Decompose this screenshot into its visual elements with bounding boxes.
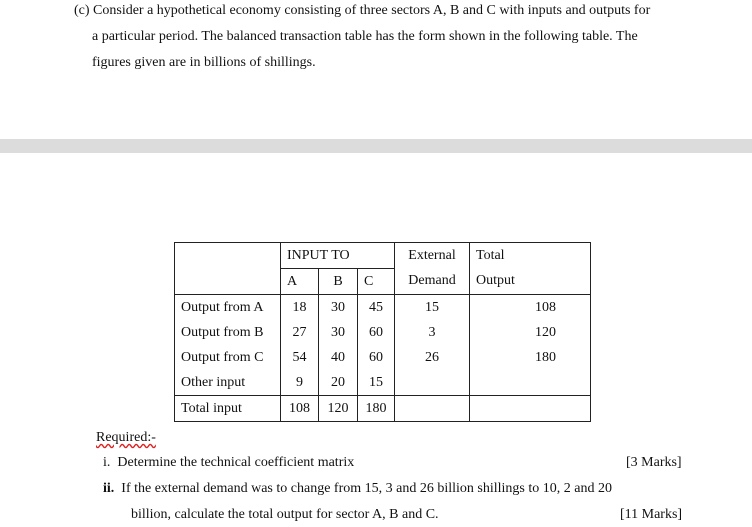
row-label: Output from B xyxy=(175,320,281,345)
cell-a: 27 xyxy=(281,320,319,345)
cell-b: 20 xyxy=(319,370,358,396)
item-1-number: i. xyxy=(103,455,111,470)
cell-c: 45 xyxy=(358,295,395,321)
required-item-1 xyxy=(103,455,354,471)
row-label: Total input xyxy=(175,396,281,422)
cell-total-output xyxy=(470,370,591,396)
cell-external-demand: 15 xyxy=(395,295,470,321)
required-heading: Required:- xyxy=(96,430,156,445)
item-2-number: ii. xyxy=(103,481,115,496)
header-col-b: B xyxy=(319,269,358,295)
table-row xyxy=(175,396,591,422)
cell-b: 120 xyxy=(319,396,358,422)
cell-total-output: 108 xyxy=(470,295,591,321)
table-corner-cell xyxy=(175,243,281,269)
cell-b: 30 xyxy=(319,320,358,345)
cell-external-demand: 3 xyxy=(395,320,470,345)
cell-a: 9 xyxy=(281,370,319,396)
required-item-2 xyxy=(103,481,612,497)
cell-external-demand xyxy=(395,396,470,422)
cell-a: 54 xyxy=(281,345,319,370)
table-corner-cell-lower xyxy=(175,269,281,295)
row-label: Other input xyxy=(175,370,281,396)
item-2-marks: [11 Marks] xyxy=(620,507,683,522)
cell-b: 40 xyxy=(319,345,358,370)
row-label: Output from C xyxy=(175,345,281,370)
cell-a: 18 xyxy=(281,295,319,321)
header-demand: Demand xyxy=(395,269,470,295)
header-input-to: INPUT TO xyxy=(281,243,395,269)
cell-total-output xyxy=(470,396,591,422)
question-line-2: a particular period. The balanced transaction table has the form shown in the following table. The xyxy=(92,29,638,44)
item-1-marks: [3 Marks] xyxy=(626,455,682,470)
cell-a: 108 xyxy=(281,396,319,422)
cell-total-output: 120 xyxy=(470,320,591,345)
item-2-text-line-2: billion, calculate the total output for sector A, B and C. xyxy=(131,507,439,522)
cell-c: 180 xyxy=(358,396,395,422)
item-2-text-line-1: If the external demand was to change from 15, 3 and 26 billion shillings to 10, 2 and 20 xyxy=(121,481,612,496)
question-line-3: figures given are in billions of shillings. xyxy=(92,55,316,70)
header-total: Total xyxy=(470,243,591,269)
cell-b: 30 xyxy=(319,295,358,321)
header-output: Output xyxy=(470,269,591,295)
cell-external-demand xyxy=(395,370,470,396)
cell-c: 15 xyxy=(358,370,395,396)
row-label: Output from A xyxy=(175,295,281,321)
table-row xyxy=(175,370,591,396)
table-row xyxy=(175,320,591,345)
table-header-row xyxy=(175,243,591,269)
question-line-1: (c) Consider a hypothetical economy consisting of three sectors A, B and C with inputs and outputs for xyxy=(74,3,651,18)
header-col-a: A xyxy=(281,269,319,295)
cell-total-output: 180 xyxy=(470,345,591,370)
transaction-table xyxy=(174,242,591,422)
table-subheader-row xyxy=(175,269,591,295)
table-row xyxy=(175,295,591,321)
item-1-text: Determine the technical coefficient matrix xyxy=(117,455,355,470)
cell-external-demand: 26 xyxy=(395,345,470,370)
table-row xyxy=(175,345,591,370)
cell-c: 60 xyxy=(358,345,395,370)
cell-c: 60 xyxy=(358,320,395,345)
header-external: External xyxy=(395,243,470,269)
page-separator xyxy=(0,139,752,153)
header-col-c: C xyxy=(358,269,395,295)
